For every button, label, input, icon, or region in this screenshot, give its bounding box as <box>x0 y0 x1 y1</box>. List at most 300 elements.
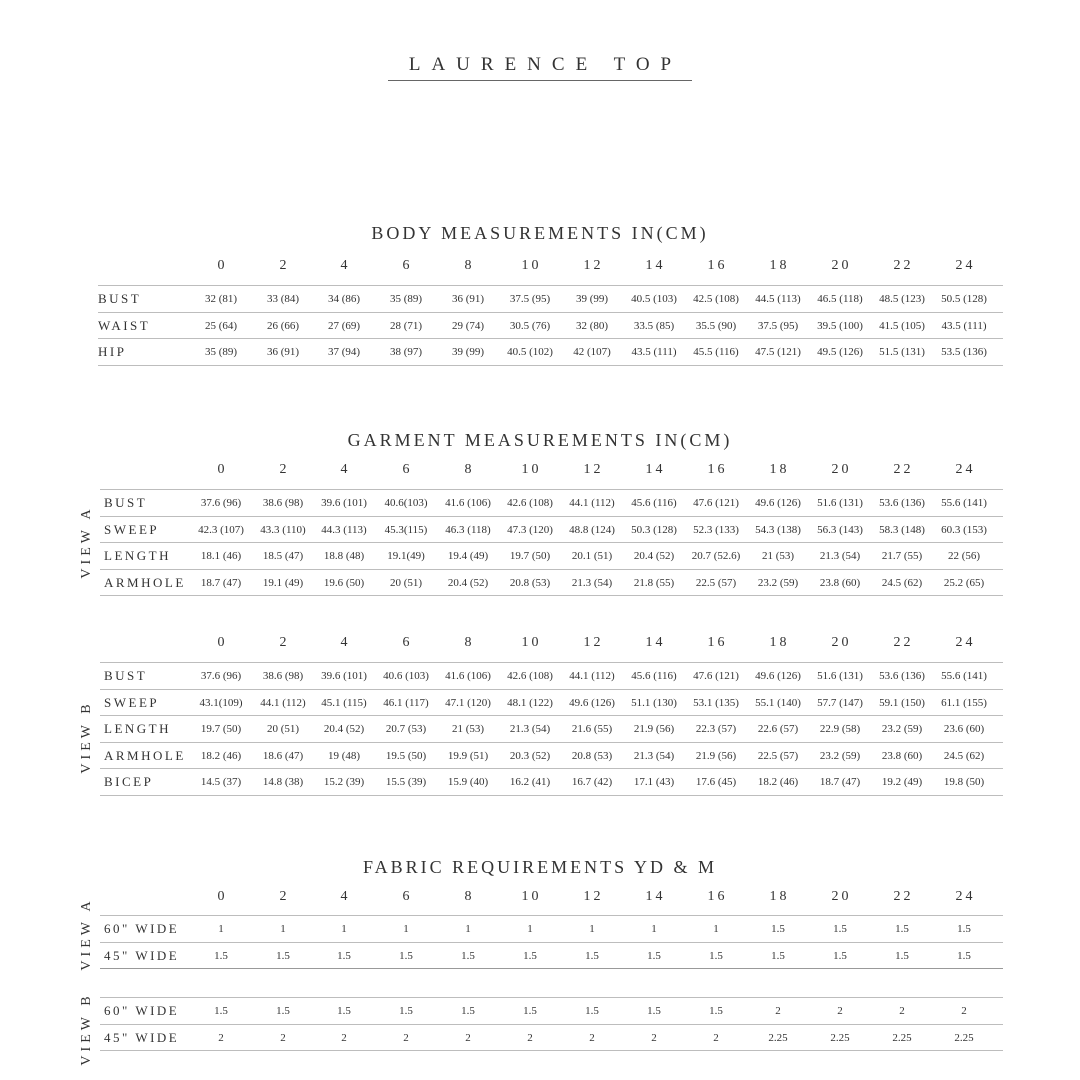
measurement-cell: 37.5 (95) <box>509 293 551 305</box>
size-header-cell: 10 <box>521 462 542 477</box>
row-label: WAIST <box>98 317 151 333</box>
measurement-cell: 20 (51) <box>266 723 300 735</box>
size-header-cell: 20 <box>831 462 852 477</box>
measurement-cell: 54.3 (138) <box>755 523 801 536</box>
measurement-cell: 15.5 (39) <box>385 776 427 788</box>
size-header-cell: 16 <box>707 462 728 477</box>
measurement-cell: 41.5 (105) <box>879 319 925 332</box>
measurement-cell: 55.6 (141) <box>941 670 987 682</box>
measurement-cell: 23.2 (59) <box>757 576 799 589</box>
measurement-cell: 2 <box>341 1031 347 1044</box>
measurement-cell: 34 (86) <box>327 293 361 305</box>
row-label: BUST <box>104 668 148 683</box>
size-header-cell: 20 <box>831 635 852 650</box>
size-header-cell: 8 <box>464 889 475 904</box>
size-header-row <box>0 635 1080 661</box>
measurement-cell: 42.3 (107) <box>198 523 244 536</box>
measurement-cell: 21.3 (54) <box>509 723 551 735</box>
measurement-cell: 1.5 <box>709 949 723 962</box>
measurement-cell: 44.3 (113) <box>321 523 367 536</box>
measurement-cell: 20.3 (52) <box>509 749 551 762</box>
measurement-cell: 50.3 (128) <box>631 523 677 536</box>
garment-measurements-heading: GARMENT MEASUREMENTS IN(CM) <box>347 430 733 450</box>
measurement-cell: 2 <box>465 1031 471 1044</box>
measurement-cell: 37.6 (96) <box>200 670 242 682</box>
size-header-cell: 24 <box>955 635 976 650</box>
size-header-cell: 18 <box>769 462 790 477</box>
measurement-cell: 42.5 (108) <box>693 293 739 305</box>
size-header-cell: 12 <box>583 462 604 477</box>
measurement-cell: 21.8 (55) <box>633 576 675 589</box>
row-label: BUST <box>104 495 148 510</box>
table-row <box>0 339 1080 365</box>
row-label: ARMHOLE <box>104 574 186 590</box>
size-header-cell: 2 <box>279 258 290 273</box>
measurement-cell: 40.5 (102) <box>507 346 553 358</box>
measurement-cell: 51.5 (131) <box>879 346 925 358</box>
measurement-cell: 44.1 (112) <box>260 696 306 709</box>
size-header-cell: 6 <box>402 635 413 650</box>
row-label: 45" WIDE <box>104 1029 180 1045</box>
measurement-cell: 18.7 (47) <box>200 576 242 589</box>
measurement-cell: 20 (51) <box>389 576 423 589</box>
measurement-cell: 48.8 (124) <box>569 523 615 536</box>
size-header-cell: 12 <box>583 889 604 904</box>
measurement-cell: 21 (53) <box>451 723 485 735</box>
measurement-cell: 49.6 (126) <box>755 670 801 682</box>
size-header-cell: 4 <box>340 258 351 273</box>
measurement-cell: 1.5 <box>214 1005 228 1017</box>
table-row <box>0 286 1080 312</box>
measurement-cell: 15.2 (39) <box>323 776 365 788</box>
measurement-cell: 36 (91) <box>266 346 300 358</box>
size-header-cell: 6 <box>402 258 413 273</box>
measurement-cell: 19.7 (50) <box>200 723 242 735</box>
measurement-cell: 2 <box>280 1031 286 1044</box>
measurement-cell: 38.6 (98) <box>262 670 304 682</box>
measurement-cell: 37 (94) <box>327 346 361 358</box>
measurement-cell: 40.6(103) <box>384 497 428 509</box>
measurement-cell: 2 <box>961 1005 967 1017</box>
measurement-cell: 20.1 (51) <box>571 550 613 562</box>
measurement-cell: 45.5 (116) <box>693 346 739 358</box>
measurement-cell: 1.5 <box>214 949 228 962</box>
measurement-cell: 40.6 (103) <box>383 670 429 682</box>
measurement-cell: 55.6 (141) <box>941 497 987 509</box>
size-header-cell: 24 <box>955 462 976 477</box>
size-header-cell: 12 <box>583 258 604 273</box>
measurement-cell: 19.2 (49) <box>881 776 923 788</box>
measurement-cell: 47.5 (121) <box>755 346 801 358</box>
measurement-cell: 1.5 <box>771 923 785 935</box>
size-header-cell: 4 <box>340 462 351 477</box>
measurement-cell: 19.9 (51) <box>447 749 489 762</box>
measurement-cell: 1.5 <box>461 949 475 962</box>
row-divider <box>100 595 1003 596</box>
row-label: ARMHOLE <box>104 747 186 763</box>
measurement-cell: 47.3 (120) <box>507 523 553 536</box>
measurement-cell: 17.1 (43) <box>633 776 675 788</box>
measurement-cell: 2.25 <box>768 1031 788 1044</box>
measurement-cell: 18.2 (46) <box>200 749 242 762</box>
measurement-cell: 39 (99) <box>575 293 609 305</box>
measurement-cell: 1 <box>713 923 719 935</box>
size-header-cell: 0 <box>217 462 228 477</box>
measurement-cell: 46.3 (118) <box>445 523 491 536</box>
measurement-cell: 50.5 (128) <box>941 293 987 305</box>
measurement-cell: 46.5 (118) <box>817 293 863 305</box>
view-label: VIEW B <box>79 992 94 1066</box>
body-measurements-heading: BODY MEASUREMENTS IN(CM) <box>371 223 709 243</box>
measurement-cell: 39.6 (101) <box>321 497 367 509</box>
measurement-cell: 48.5 (123) <box>879 293 925 305</box>
measurement-cell: 20.4 (52) <box>323 723 365 735</box>
measurement-cell: 43.5 (111) <box>631 346 677 358</box>
row-label: SWEEP <box>104 694 160 710</box>
measurement-cell: 14.5 (37) <box>200 776 242 788</box>
measurement-cell: 32 (80) <box>575 319 609 332</box>
size-header-cell: 0 <box>217 635 228 650</box>
measurement-cell: 22.5 (57) <box>695 576 737 589</box>
measurement-cell: 2 <box>589 1031 595 1044</box>
measurement-cell: 2 <box>218 1031 224 1044</box>
size-header-cell: 2 <box>279 889 290 904</box>
row-label: LENGTH <box>104 548 171 563</box>
measurement-cell: 1.5 <box>895 949 909 962</box>
measurement-cell: 1 <box>527 923 533 935</box>
measurement-cell: 23.2 (59) <box>819 749 861 762</box>
row-label: LENGTH <box>104 721 171 736</box>
measurement-cell: 22.3 (57) <box>695 723 737 735</box>
row-divider <box>100 968 1003 969</box>
measurement-cell: 1.5 <box>647 949 661 962</box>
measurement-cell: 2.25 <box>892 1031 912 1044</box>
measurement-cell: 26 (66) <box>266 319 300 332</box>
row-label: BICEP <box>104 774 154 789</box>
view-label: VIEW B <box>79 700 94 774</box>
measurement-cell: 21.9 (56) <box>633 723 675 735</box>
table-row <box>0 543 1080 569</box>
measurement-cell: 1.5 <box>399 1005 413 1017</box>
measurement-cell: 53.1 (135) <box>693 696 739 709</box>
measurement-cell: 22.9 (58) <box>819 723 861 735</box>
measurement-cell: 53.6 (136) <box>879 670 925 682</box>
row-label: 60" WIDE <box>104 1003 180 1018</box>
measurement-cell: 49.6 (126) <box>755 497 801 509</box>
size-header-cell: 0 <box>217 889 228 904</box>
measurement-cell: 1.5 <box>276 1005 290 1017</box>
measurement-cell: 20.4 (52) <box>633 550 675 562</box>
measurement-cell: 42 (107) <box>573 346 611 358</box>
measurement-cell: 22.5 (57) <box>757 749 799 762</box>
page-title: LAURENCE TOP <box>408 54 683 75</box>
size-header-cell: 18 <box>769 889 790 904</box>
measurement-cell: 51.6 (131) <box>817 497 863 509</box>
table-row <box>0 690 1080 716</box>
table-row <box>0 916 1080 942</box>
measurement-cell: 18.8 (48) <box>323 550 365 562</box>
measurement-cell: 2 <box>651 1031 657 1044</box>
measurement-cell: 2 <box>775 1005 781 1017</box>
measurement-cell: 21.6 (55) <box>571 723 613 735</box>
measurement-cell: 27 (69) <box>327 319 361 332</box>
size-header-cell: 18 <box>769 635 790 650</box>
measurement-cell: 47.6 (121) <box>693 497 739 509</box>
measurement-cell: 51.1 (130) <box>631 696 677 709</box>
size-header-cell: 4 <box>340 635 351 650</box>
title-underline <box>388 80 692 81</box>
measurement-cell: 1 <box>341 923 347 935</box>
row-divider <box>100 1050 1003 1051</box>
measurement-cell: 19.6 (50) <box>323 576 365 589</box>
measurement-cell: 21.9 (56) <box>695 749 737 762</box>
table-row <box>0 998 1080 1024</box>
measurement-cell: 35 (89) <box>204 346 238 358</box>
measurement-cell: 1.5 <box>709 1005 723 1017</box>
measurement-cell: 38.6 (98) <box>262 497 304 509</box>
table-row <box>0 517 1080 543</box>
measurement-cell: 2 <box>837 1005 843 1017</box>
measurement-cell: 19.7 (50) <box>509 550 551 562</box>
measurement-cell: 18.6 (47) <box>262 749 304 762</box>
measurement-cell: 25 (64) <box>204 319 238 332</box>
size-header-cell: 22 <box>893 258 914 273</box>
measurement-cell: 44.5 (113) <box>755 293 801 305</box>
size-header-cell: 16 <box>707 635 728 650</box>
size-header-cell: 14 <box>645 462 666 477</box>
measurement-cell: 18.2 (46) <box>757 776 799 788</box>
measurement-cell: 33.5 (85) <box>633 319 675 332</box>
measurement-cell: 47.6 (121) <box>693 670 739 682</box>
measurement-cell: 49.5 (126) <box>817 346 863 358</box>
measurement-cell: 1 <box>465 923 471 935</box>
measurement-cell: 1.5 <box>461 1005 475 1017</box>
measurement-cell: 51.6 (131) <box>817 670 863 682</box>
size-header-cell: 4 <box>340 889 351 904</box>
measurement-cell: 57.7 (147) <box>817 696 863 709</box>
measurement-cell: 23.8 (60) <box>881 749 923 762</box>
measurement-cell: 21.3 (54) <box>633 749 675 762</box>
measurement-cell: 21.3 (54) <box>571 576 613 589</box>
size-header-row <box>0 889 1080 915</box>
measurement-cell: 49.6 (126) <box>569 696 615 709</box>
measurement-cell: 44.1 (112) <box>569 497 615 509</box>
measurement-cell: 17.6 (45) <box>695 776 737 788</box>
measurement-cell: 61.1 (155) <box>941 696 987 709</box>
size-header-cell: 12 <box>583 635 604 650</box>
size-header-cell: 22 <box>893 889 914 904</box>
table-row <box>0 663 1080 689</box>
measurement-cell: 2 <box>713 1031 719 1044</box>
measurement-cell: 43.1(109) <box>199 696 243 709</box>
measurement-cell: 21 (53) <box>761 550 795 562</box>
measurement-cell: 33 (84) <box>266 293 300 305</box>
measurement-cell: 1.5 <box>337 1005 351 1017</box>
table-row <box>0 313 1080 339</box>
table-row <box>0 743 1080 769</box>
measurement-cell: 39.6 (101) <box>321 670 367 682</box>
measurement-cell: 45.3(115) <box>384 523 428 536</box>
measurement-cell: 60.3 (153) <box>941 523 987 536</box>
measurement-cell: 16.2 (41) <box>509 776 551 788</box>
measurement-cell: 43.5 (111) <box>941 319 987 332</box>
row-label: 60" WIDE <box>104 921 180 936</box>
measurement-cell: 16.7 (42) <box>571 776 613 788</box>
measurement-cell: 47.1 (120) <box>445 696 491 709</box>
size-header-cell: 20 <box>831 889 852 904</box>
table-row <box>0 716 1080 742</box>
measurement-cell: 45.6 (116) <box>631 670 677 682</box>
measurement-cell: 42.6 (108) <box>507 497 553 509</box>
measurement-cell: 19 (48) <box>327 749 361 762</box>
measurement-cell: 1.5 <box>337 949 351 962</box>
measurement-cell: 1 <box>589 923 595 935</box>
measurement-cell: 19.1 (49) <box>262 576 304 589</box>
measurement-cell: 1.5 <box>647 1005 661 1017</box>
measurement-cell: 39 (99) <box>451 346 485 358</box>
measurement-cell: 2.25 <box>830 1031 850 1044</box>
row-label: HIP <box>98 344 127 359</box>
size-header-cell: 10 <box>521 635 542 650</box>
measurement-cell: 20.4 (52) <box>447 576 489 589</box>
measurement-cell: 1 <box>280 923 286 935</box>
table-row <box>0 490 1080 516</box>
size-header-row <box>0 258 1080 284</box>
measurement-cell: 29 (74) <box>451 319 485 332</box>
measurement-cell: 1 <box>403 923 409 935</box>
table-row <box>0 943 1080 969</box>
view-label: VIEW A <box>79 897 94 971</box>
size-header-cell: 22 <box>893 635 914 650</box>
measurement-cell: 18.7 (47) <box>819 776 861 788</box>
measurement-cell: 1 <box>651 923 657 935</box>
measurement-cell: 37.5 (95) <box>757 319 799 332</box>
measurement-cell: 59.1 (150) <box>879 696 925 709</box>
measurement-cell: 25.2 (65) <box>943 576 985 589</box>
measurement-cell: 41.6 (106) <box>445 670 491 682</box>
measurement-cell: 42.6 (108) <box>507 670 553 682</box>
measurement-cell: 18.1 (46) <box>200 550 242 562</box>
size-header-cell: 20 <box>831 258 852 273</box>
measurement-cell: 48.1 (122) <box>507 696 553 709</box>
row-label: BUST <box>98 291 142 306</box>
table-row <box>0 1025 1080 1051</box>
size-header-cell: 24 <box>955 889 976 904</box>
size-header-cell: 2 <box>279 462 290 477</box>
measurement-cell: 1.5 <box>399 949 413 962</box>
size-header-cell: 10 <box>521 258 542 273</box>
fabric-requirements-heading: FABRIC REQUIREMENTS YD & M <box>362 857 718 877</box>
measurement-cell: 39.5 (100) <box>817 319 863 332</box>
measurement-cell: 58.3 (148) <box>879 523 925 536</box>
size-header-cell: 14 <box>645 635 666 650</box>
measurement-cell: 56.3 (143) <box>817 523 863 536</box>
measurement-cell: 52.3 (133) <box>693 523 739 536</box>
measurement-cell: 19.4 (49) <box>447 550 489 562</box>
measurement-cell: 28 (71) <box>389 319 423 332</box>
measurement-cell: 37.6 (96) <box>200 497 242 509</box>
size-header-cell: 22 <box>893 462 914 477</box>
measurement-cell: 20.7 (53) <box>385 723 427 735</box>
size-header-cell: 6 <box>402 462 413 477</box>
measurement-cell: 2 <box>899 1005 905 1017</box>
measurement-cell: 36 (91) <box>451 293 485 305</box>
measurement-cell: 53.6 (136) <box>879 497 925 509</box>
measurement-cell: 43.3 (110) <box>260 523 306 536</box>
size-header-cell: 16 <box>707 889 728 904</box>
size-header-cell: 18 <box>769 258 790 273</box>
measurement-cell: 45.6 (116) <box>631 497 677 509</box>
row-divider <box>100 795 1003 796</box>
measurement-cell: 1.5 <box>523 1005 537 1017</box>
measurement-cell: 46.1 (117) <box>383 696 429 709</box>
size-header-row <box>0 462 1080 488</box>
measurement-cell: 1 <box>218 923 224 935</box>
measurement-cell: 1.5 <box>276 949 290 962</box>
measurement-cell: 21.7 (55) <box>881 550 923 562</box>
table-row <box>0 570 1080 596</box>
measurement-cell: 35.5 (90) <box>695 319 737 332</box>
measurement-cell: 2 <box>403 1031 409 1044</box>
size-header-cell: 24 <box>955 258 976 273</box>
measurement-cell: 14.8 (38) <box>262 776 304 788</box>
measurement-cell: 20.8 (53) <box>571 749 613 762</box>
row-label: SWEEP <box>104 521 160 537</box>
measurement-cell: 23.6 (60) <box>943 723 985 735</box>
size-header-cell: 2 <box>279 635 290 650</box>
view-label: VIEW A <box>79 505 94 579</box>
measurement-cell: 40.5 (103) <box>631 293 677 305</box>
measurement-cell: 23.2 (59) <box>881 723 923 735</box>
size-header-cell: 0 <box>217 258 228 273</box>
measurement-cell: 1.5 <box>895 923 909 935</box>
measurement-cell: 1.5 <box>585 949 599 962</box>
row-label: 45" WIDE <box>104 947 180 963</box>
size-header-cell: 6 <box>402 889 413 904</box>
size-header-cell: 14 <box>645 258 666 273</box>
measurement-cell: 21.3 (54) <box>819 550 861 562</box>
measurement-cell: 1.5 <box>957 949 971 962</box>
measurement-cell: 1.5 <box>585 1005 599 1017</box>
measurement-cell: 22.6 (57) <box>757 723 799 735</box>
size-header-cell: 14 <box>645 889 666 904</box>
measurement-cell: 22 (56) <box>947 550 981 562</box>
measurement-cell: 1.5 <box>771 949 785 962</box>
measurement-cell: 1.5 <box>833 949 847 962</box>
measurement-cell: 19.8 (50) <box>943 776 985 788</box>
size-header-cell: 16 <box>707 258 728 273</box>
size-header-cell: 10 <box>521 889 542 904</box>
measurement-cell: 55.1 (140) <box>755 696 801 709</box>
measurement-cell: 45.1 (115) <box>321 696 367 709</box>
measurement-cell: 20.7 (52.6) <box>691 550 741 562</box>
measurement-cell: 24.5 (62) <box>881 576 923 589</box>
measurement-cell: 19.5 (50) <box>385 749 427 762</box>
measurement-cell: 20.8 (53) <box>509 576 551 589</box>
measurement-cell: 35 (89) <box>389 293 423 305</box>
size-header-cell: 8 <box>464 635 475 650</box>
measurement-cell: 2.25 <box>954 1031 974 1044</box>
measurement-cell: 2 <box>527 1031 533 1044</box>
measurement-cell: 1.5 <box>523 949 537 962</box>
measurement-cell: 30.5 (76) <box>509 319 551 332</box>
measurement-cell: 24.5 (62) <box>943 749 985 762</box>
measurement-cell: 19.1(49) <box>387 550 425 562</box>
size-header-cell: 8 <box>464 258 475 273</box>
measurement-cell: 38 (97) <box>389 346 423 358</box>
measurement-cell: 44.1 (112) <box>569 670 615 682</box>
measurement-cell: 53.5 (136) <box>941 346 987 358</box>
